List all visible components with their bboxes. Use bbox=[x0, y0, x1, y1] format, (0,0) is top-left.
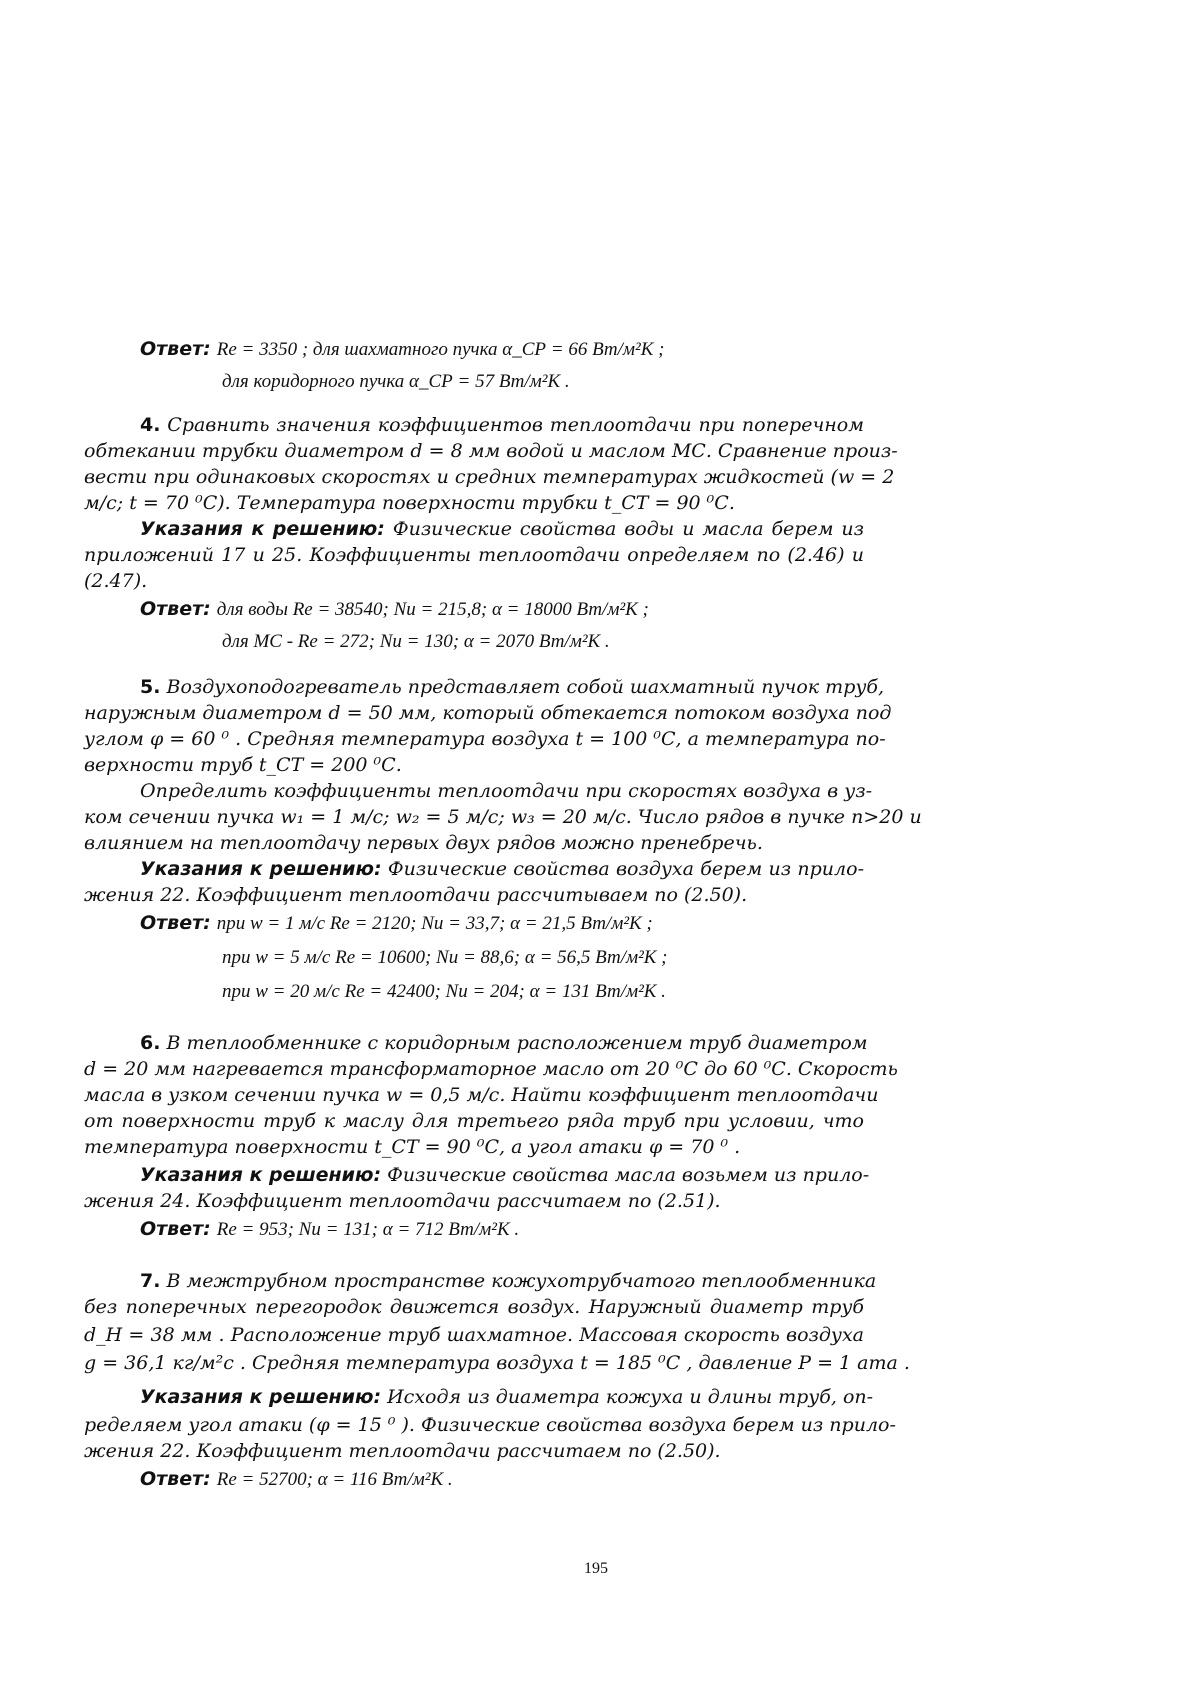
problem-number: 4. bbox=[140, 414, 161, 436]
problem-number: 6. bbox=[140, 1032, 161, 1054]
problem-5-line-2: наружным диаметром d = 50 мм, который обтекается потоком воздуха под bbox=[84, 702, 892, 724]
problem-7-hint-line-3: жения 22. Коэффициент теплоотдачи рассчитаем по (2.50). bbox=[84, 1440, 721, 1462]
hint-text: Физические свойства воздуха берем из прило- bbox=[387, 858, 864, 880]
hint-label: Указания к решению: bbox=[140, 858, 382, 880]
problem-6-hint-line-2: жения 24. Коэффициент теплоотдачи рассчитаем по (2.51). bbox=[84, 1190, 721, 1212]
problem-7-line-3: d_Н = 38 мм . Расположение труб шахматное. Массовая скорость воздуха bbox=[84, 1324, 864, 1346]
answer-label: Ответ: bbox=[140, 912, 211, 934]
problem-4-hint-line-3: (2.47). bbox=[84, 570, 148, 592]
problem-5-para2-line-1: Определить коэффициенты теплоотдачи при скоростях воздуха в уз- bbox=[140, 780, 872, 802]
answer-text: для воды Re = 38540; Nu = 215,8; α = 18000 Вт/м²К ; bbox=[216, 599, 649, 620]
problem-text: В теплообменнике с коридорным расположением труб диаметром bbox=[166, 1032, 868, 1054]
problem-6-answer-line-1 bbox=[140, 1216, 864, 1243]
answer-prev-line-1 bbox=[140, 336, 864, 363]
hint-text: Физические свойства масла возьмем из прило- bbox=[387, 1164, 870, 1186]
hint-label: Указания к решению: bbox=[140, 1386, 382, 1408]
problem-5-answer-line-3 bbox=[222, 978, 1192, 1005]
problem-7-line-1 bbox=[140, 1268, 877, 1294]
answer-text: Re = 3350 ; для шахматного пучка α_СР = 66 Вт/м²К ; bbox=[216, 339, 665, 360]
answer-text: для коридорного пучка α_СР = 57 Вт/м²К . bbox=[222, 371, 570, 392]
problem-7-line-4: g = 36,1 кг/м²с . Средняя температура воздуха t = 185 ⁰С , давление P = 1 ата . bbox=[84, 1352, 910, 1374]
hint-label: Указания к решению: bbox=[140, 518, 385, 540]
problem-4-hint-line-2: приложений 17 и 25. Коэффициенты теплоотдачи определяем по (2.46) и bbox=[84, 544, 864, 566]
answer-text: Re = 953; Nu = 131; α = 712 Вт/м²К . bbox=[216, 1219, 520, 1240]
answer-text: Re = 52700; α = 116 Вт/м²К . bbox=[216, 1469, 453, 1490]
answer-label: Ответ: bbox=[140, 338, 211, 360]
problem-4-hint-line-1 bbox=[140, 516, 864, 542]
problem-5-hint-line-1 bbox=[140, 856, 864, 882]
answer-label: Ответ: bbox=[140, 598, 211, 620]
problem-5-line-4: верхности труб t_СТ = 200 ⁰С. bbox=[84, 754, 402, 776]
problem-6-line-5: температура поверхности t_СТ = 90 ⁰С, а угол атаки φ = 70 ⁰ . bbox=[84, 1136, 741, 1158]
problem-5-answer-line-1 bbox=[140, 910, 864, 937]
hint-label: Указания к решению: bbox=[140, 1164, 382, 1186]
answer-text: при w = 1 м/с Re = 2120; Nu = 33,7; α = 21,5 Вт/м²К ; bbox=[216, 913, 653, 934]
hint-text: Исходя из диаметра кожуха и длины труб, оп- bbox=[387, 1386, 874, 1408]
problem-7-line-2: без поперечных перегородок движется воздух. Наружный диаметр труб bbox=[84, 1296, 864, 1318]
hint-text: Физические свойства воды и масла берем из bbox=[392, 518, 865, 540]
problem-5-line-3: углом φ = 60 ⁰ . Средняя температура воздуха t = 100 ⁰С, а температура по- bbox=[84, 728, 886, 750]
problem-6-line-2: d = 20 мм нагревается трансформаторное масло от 20 ⁰С до 60 ⁰С. Скорость bbox=[84, 1058, 898, 1080]
answer-label: Ответ: bbox=[140, 1218, 211, 1240]
problem-6-line-4: от поверхности труб к маслу для третьего ряда труб при условии, что bbox=[84, 1110, 864, 1132]
answer-prev-line-2 bbox=[222, 368, 1192, 395]
problem-text: Сравнить значения коэффициентов теплоотдачи при поперечном bbox=[167, 414, 864, 436]
problem-5-line-1 bbox=[140, 674, 885, 700]
problem-number: 7. bbox=[140, 1270, 161, 1292]
problem-4-answer-line-2 bbox=[222, 628, 1192, 655]
problem-5-para2-line-3: влиянием на теплоотдачу первых двух рядов можно пренебречь. bbox=[84, 832, 763, 854]
problem-6-line-1 bbox=[140, 1030, 868, 1056]
answer-label: Ответ: bbox=[140, 1468, 211, 1490]
problem-number: 5. bbox=[140, 676, 161, 698]
problem-5-answer-line-2 bbox=[222, 944, 1192, 971]
answer-text: для МС - Re = 272; Nu = 130; α = 2070 Вт/м²К . bbox=[222, 631, 610, 652]
answer-text: при w = 5 м/с Re = 10600; Nu = 88,6; α = 56,5 Вт/м²К ; bbox=[222, 947, 668, 968]
problem-7-answer-line-1 bbox=[140, 1466, 864, 1493]
problem-4-line-2: обтекании трубки диаметром d = 8 мм водой и маслом МС. Сравнение произ- bbox=[84, 440, 898, 462]
problem-5-hint-line-2: жения 22. Коэффициент теплоотдачи рассчитываем по (2.50). bbox=[84, 884, 748, 906]
problem-4-answer-line-1 bbox=[140, 596, 864, 623]
answer-text: при w = 20 м/с Re = 42400; Nu = 204; α = 131 Вт/м²К . bbox=[222, 981, 666, 1002]
problem-7-hint-line-2: ределяем угол атаки (φ = 15 ⁰ ). Физические свойства воздуха берем из прило- bbox=[84, 1414, 896, 1436]
problem-4-line-3: вести при одинаковых скоростях и средних температурах жидкостей (w = 2 bbox=[84, 466, 895, 488]
problem-text: Воздухоподогреватель представляет собой шахматный пучок труб, bbox=[166, 676, 885, 698]
problem-6-line-3: масла в узком сечении пучка w = 0,5 м/с. Найти коэффициент теплоотдачи bbox=[84, 1084, 879, 1106]
problem-5-para2-line-2: ком сечении пучка w₁ = 1 м/с; w₂ = 5 м/с; w₃ = 20 м/с. Число рядов в пучке n>20 и bbox=[84, 806, 922, 828]
problem-7-hint-line-1 bbox=[140, 1384, 874, 1410]
problem-4-line-4: м/с; t = 70 ⁰С). Температура поверхности трубки t_СТ = 90 ⁰С. bbox=[84, 492, 735, 514]
problem-6-hint-line-1 bbox=[140, 1162, 870, 1188]
page-number: 195 bbox=[584, 1560, 608, 1577]
problem-4-line-1 bbox=[140, 412, 864, 438]
problem-text: В межтрубном пространстве кожухотрубчатого теплообменника bbox=[166, 1270, 877, 1292]
